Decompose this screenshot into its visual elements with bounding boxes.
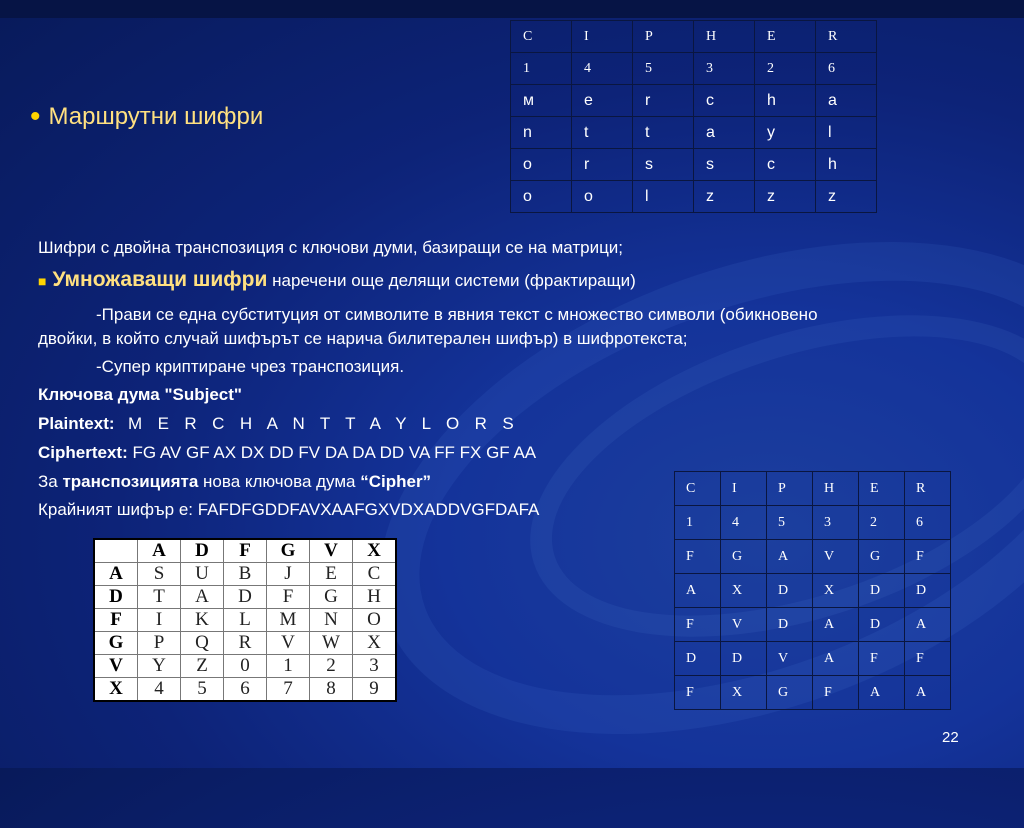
table-row bbox=[94, 539, 396, 563]
table-cell: Z bbox=[181, 655, 224, 678]
multiplying-ciphers-heading: Умножаващи шифри bbox=[52, 268, 268, 291]
table-cell: a bbox=[694, 117, 755, 149]
table-cell: J bbox=[267, 563, 310, 586]
page-number: 22 bbox=[942, 729, 959, 746]
table-cell: z bbox=[816, 181, 877, 213]
table-row bbox=[675, 472, 951, 506]
table-cell bbox=[94, 539, 138, 563]
table-cell: B bbox=[224, 563, 267, 586]
table-cell: D bbox=[224, 586, 267, 609]
table-cell: o bbox=[511, 149, 572, 181]
table-cell: E bbox=[859, 472, 905, 506]
table-cell: A bbox=[905, 608, 951, 642]
table-cell: G bbox=[859, 540, 905, 574]
table-cell: 8 bbox=[310, 678, 353, 702]
table-cell: Q bbox=[181, 632, 224, 655]
text-line-2-rest: наречени още делящи системи (фрактиращи) bbox=[267, 271, 636, 290]
table-cell: I bbox=[572, 21, 633, 53]
table-cell: 3 bbox=[353, 655, 397, 678]
ciphertext-line bbox=[38, 443, 536, 463]
table-cell: D bbox=[767, 574, 813, 608]
table-cell: A bbox=[138, 539, 181, 563]
adfgvx-matrix bbox=[93, 538, 397, 702]
table-cell: A bbox=[181, 586, 224, 609]
keyword-line bbox=[38, 385, 242, 405]
table-cell: F bbox=[905, 540, 951, 574]
table-cell: c bbox=[694, 85, 755, 117]
table-cell: 4 bbox=[721, 506, 767, 540]
text-line-3a: -Прави се една субституция от символите в явния текст с множество символи (обикновено bbox=[96, 305, 818, 324]
slide-title bbox=[30, 100, 263, 134]
table-row bbox=[511, 53, 877, 85]
table-cell: F bbox=[813, 676, 859, 710]
text-line-3b: двойки, в който случай шифърът се нарича билитерален шифър) в шифротекста; bbox=[38, 329, 688, 348]
transposition-line bbox=[38, 472, 431, 492]
table-cell: D bbox=[94, 586, 138, 609]
table-cell: U bbox=[181, 563, 224, 586]
table-cell: c bbox=[755, 149, 816, 181]
table-cell: G bbox=[767, 676, 813, 710]
table-cell: A bbox=[675, 574, 721, 608]
table-cell: G bbox=[310, 586, 353, 609]
table-cell: C bbox=[675, 472, 721, 506]
table-cell: y bbox=[755, 117, 816, 149]
table-cell: A bbox=[813, 642, 859, 676]
bullet-icon: • bbox=[30, 100, 41, 133]
table-cell: F bbox=[94, 609, 138, 632]
table-cell: F bbox=[859, 642, 905, 676]
table-cell: A bbox=[94, 563, 138, 586]
table-cell: h bbox=[755, 85, 816, 117]
table-row bbox=[675, 642, 951, 676]
plaintext-value: M E R C H A N T T A Y L O R S bbox=[114, 414, 516, 433]
table-cell: 3 bbox=[813, 506, 859, 540]
table-row bbox=[511, 149, 877, 181]
keyword-text: Ключова дума "Subject" bbox=[38, 385, 242, 404]
table-cell: M bbox=[267, 609, 310, 632]
table-cell: 4 bbox=[138, 678, 181, 702]
table-cell: D bbox=[767, 608, 813, 642]
table-row bbox=[675, 608, 951, 642]
table-cell: 4 bbox=[572, 53, 633, 85]
table-row bbox=[94, 586, 396, 609]
table-cell: 7 bbox=[267, 678, 310, 702]
table-cell: H bbox=[694, 21, 755, 53]
table-cell: H bbox=[813, 472, 859, 506]
table-cell: 2 bbox=[310, 655, 353, 678]
table-cell: I bbox=[721, 472, 767, 506]
table-cell: 9 bbox=[353, 678, 397, 702]
table-cell: N bbox=[310, 609, 353, 632]
table-cell: E bbox=[755, 21, 816, 53]
table-cell: o bbox=[511, 181, 572, 213]
table-cell: t bbox=[572, 117, 633, 149]
table-row bbox=[94, 655, 396, 678]
table-cell: D bbox=[859, 574, 905, 608]
transposition-table bbox=[674, 471, 951, 710]
top-band bbox=[0, 0, 1024, 18]
table-cell: V bbox=[310, 539, 353, 563]
ciphertext-label: Ciphertext: bbox=[38, 443, 128, 462]
table-cell: E bbox=[310, 563, 353, 586]
table-cell: 0 bbox=[224, 655, 267, 678]
table-cell: X bbox=[353, 539, 397, 563]
table-cell: G bbox=[94, 632, 138, 655]
table-cell: o bbox=[572, 181, 633, 213]
table-cell: S bbox=[138, 563, 181, 586]
plaintext-label: Plaintext: bbox=[38, 414, 115, 433]
table-cell: P bbox=[767, 472, 813, 506]
table-cell: X bbox=[94, 678, 138, 702]
cipher-route-table bbox=[510, 20, 877, 213]
table-cell: 6 bbox=[816, 53, 877, 85]
table-cell: s bbox=[633, 149, 694, 181]
table-cell: D bbox=[859, 608, 905, 642]
table-cell: R bbox=[905, 472, 951, 506]
table-cell: C bbox=[511, 21, 572, 53]
table-cell: P bbox=[138, 632, 181, 655]
table-cell: м bbox=[511, 85, 572, 117]
table-cell: l bbox=[633, 181, 694, 213]
table-cell: 3 bbox=[694, 53, 755, 85]
plaintext-line bbox=[38, 414, 516, 434]
ciphertext-value: FG AV GF AX DX DD FV DA DA DD VA FF FX GF AA bbox=[127, 443, 537, 462]
table-cell: F bbox=[675, 676, 721, 710]
table-cell: T bbox=[138, 586, 181, 609]
table-cell: F bbox=[224, 539, 267, 563]
table-cell: F bbox=[905, 642, 951, 676]
table-cell: L bbox=[224, 609, 267, 632]
table-cell: F bbox=[267, 586, 310, 609]
table-cell: z bbox=[755, 181, 816, 213]
table-cell: D bbox=[905, 574, 951, 608]
table-row bbox=[675, 676, 951, 710]
table-cell: A bbox=[813, 608, 859, 642]
table-cell: X bbox=[353, 632, 397, 655]
table-cell: 5 bbox=[181, 678, 224, 702]
table-cell: 5 bbox=[633, 53, 694, 85]
table-cell: G bbox=[267, 539, 310, 563]
slide-title-text: Маршрутни шифри bbox=[48, 103, 264, 130]
table-cell: R bbox=[816, 21, 877, 53]
table-cell: K bbox=[181, 609, 224, 632]
table-cell: H bbox=[353, 586, 397, 609]
table-cell: a bbox=[816, 85, 877, 117]
table-cell: 2 bbox=[859, 506, 905, 540]
table-cell: 1 bbox=[511, 53, 572, 85]
table-cell: s bbox=[694, 149, 755, 181]
table-cell: V bbox=[94, 655, 138, 678]
table-cell: V bbox=[767, 642, 813, 676]
table-cell: P bbox=[633, 21, 694, 53]
table-cell: r bbox=[572, 149, 633, 181]
transposition-middle: нова ключова дума bbox=[198, 472, 361, 491]
table-row bbox=[94, 563, 396, 586]
table-row bbox=[94, 632, 396, 655]
table-cell: 6 bbox=[905, 506, 951, 540]
table-row bbox=[511, 117, 877, 149]
table-cell: A bbox=[859, 676, 905, 710]
transposition-prefix: За bbox=[38, 472, 63, 491]
table-cell: X bbox=[721, 676, 767, 710]
table-cell: 1 bbox=[267, 655, 310, 678]
table-row bbox=[511, 181, 877, 213]
table-row bbox=[511, 21, 877, 53]
table-row bbox=[94, 609, 396, 632]
table-row bbox=[511, 85, 877, 117]
table-cell: C bbox=[353, 563, 397, 586]
table-cell: D bbox=[181, 539, 224, 563]
table-cell: W bbox=[310, 632, 353, 655]
table-cell: A bbox=[767, 540, 813, 574]
table-row bbox=[675, 506, 951, 540]
table-cell: e bbox=[572, 85, 633, 117]
table-cell: X bbox=[813, 574, 859, 608]
table-cell: 5 bbox=[767, 506, 813, 540]
text-line-4: -Супер криптиране чрез транспозиция. bbox=[96, 357, 405, 376]
table-cell: l bbox=[816, 117, 877, 149]
table-cell: I bbox=[138, 609, 181, 632]
table-cell: R bbox=[224, 632, 267, 655]
transposition-word: транспозицията bbox=[62, 472, 199, 491]
table-cell: r bbox=[633, 85, 694, 117]
table-cell: X bbox=[721, 574, 767, 608]
cipher-keyword: “Cipher” bbox=[360, 472, 432, 491]
table-cell: 6 bbox=[224, 678, 267, 702]
table-cell: V bbox=[813, 540, 859, 574]
table-cell: h bbox=[816, 149, 877, 181]
table-cell: A bbox=[905, 676, 951, 710]
table-cell: F bbox=[675, 608, 721, 642]
table-cell: 1 bbox=[675, 506, 721, 540]
table-row bbox=[94, 678, 396, 702]
table-cell: 2 bbox=[755, 53, 816, 85]
table-row bbox=[675, 540, 951, 574]
table-cell: F bbox=[675, 540, 721, 574]
table-cell: G bbox=[721, 540, 767, 574]
table-cell: V bbox=[267, 632, 310, 655]
table-cell: D bbox=[675, 642, 721, 676]
table-cell: Y bbox=[138, 655, 181, 678]
table-cell: V bbox=[721, 608, 767, 642]
table-cell: t bbox=[633, 117, 694, 149]
table-cell: O bbox=[353, 609, 397, 632]
final-cipher-line: Крайният шифър е: FAFDFGDDFAVXAAFGXVDXADDVGFDAFA bbox=[38, 500, 540, 519]
table-cell: n bbox=[511, 117, 572, 149]
text-line-2 bbox=[38, 268, 636, 292]
table-cell: D bbox=[721, 642, 767, 676]
square-bullet-icon: ■ bbox=[38, 273, 47, 289]
text-line-1: Шифри с двойна транспозиция с ключови думи, базиращи се на матрици; bbox=[38, 238, 624, 257]
table-row bbox=[675, 574, 951, 608]
table-cell: z bbox=[694, 181, 755, 213]
